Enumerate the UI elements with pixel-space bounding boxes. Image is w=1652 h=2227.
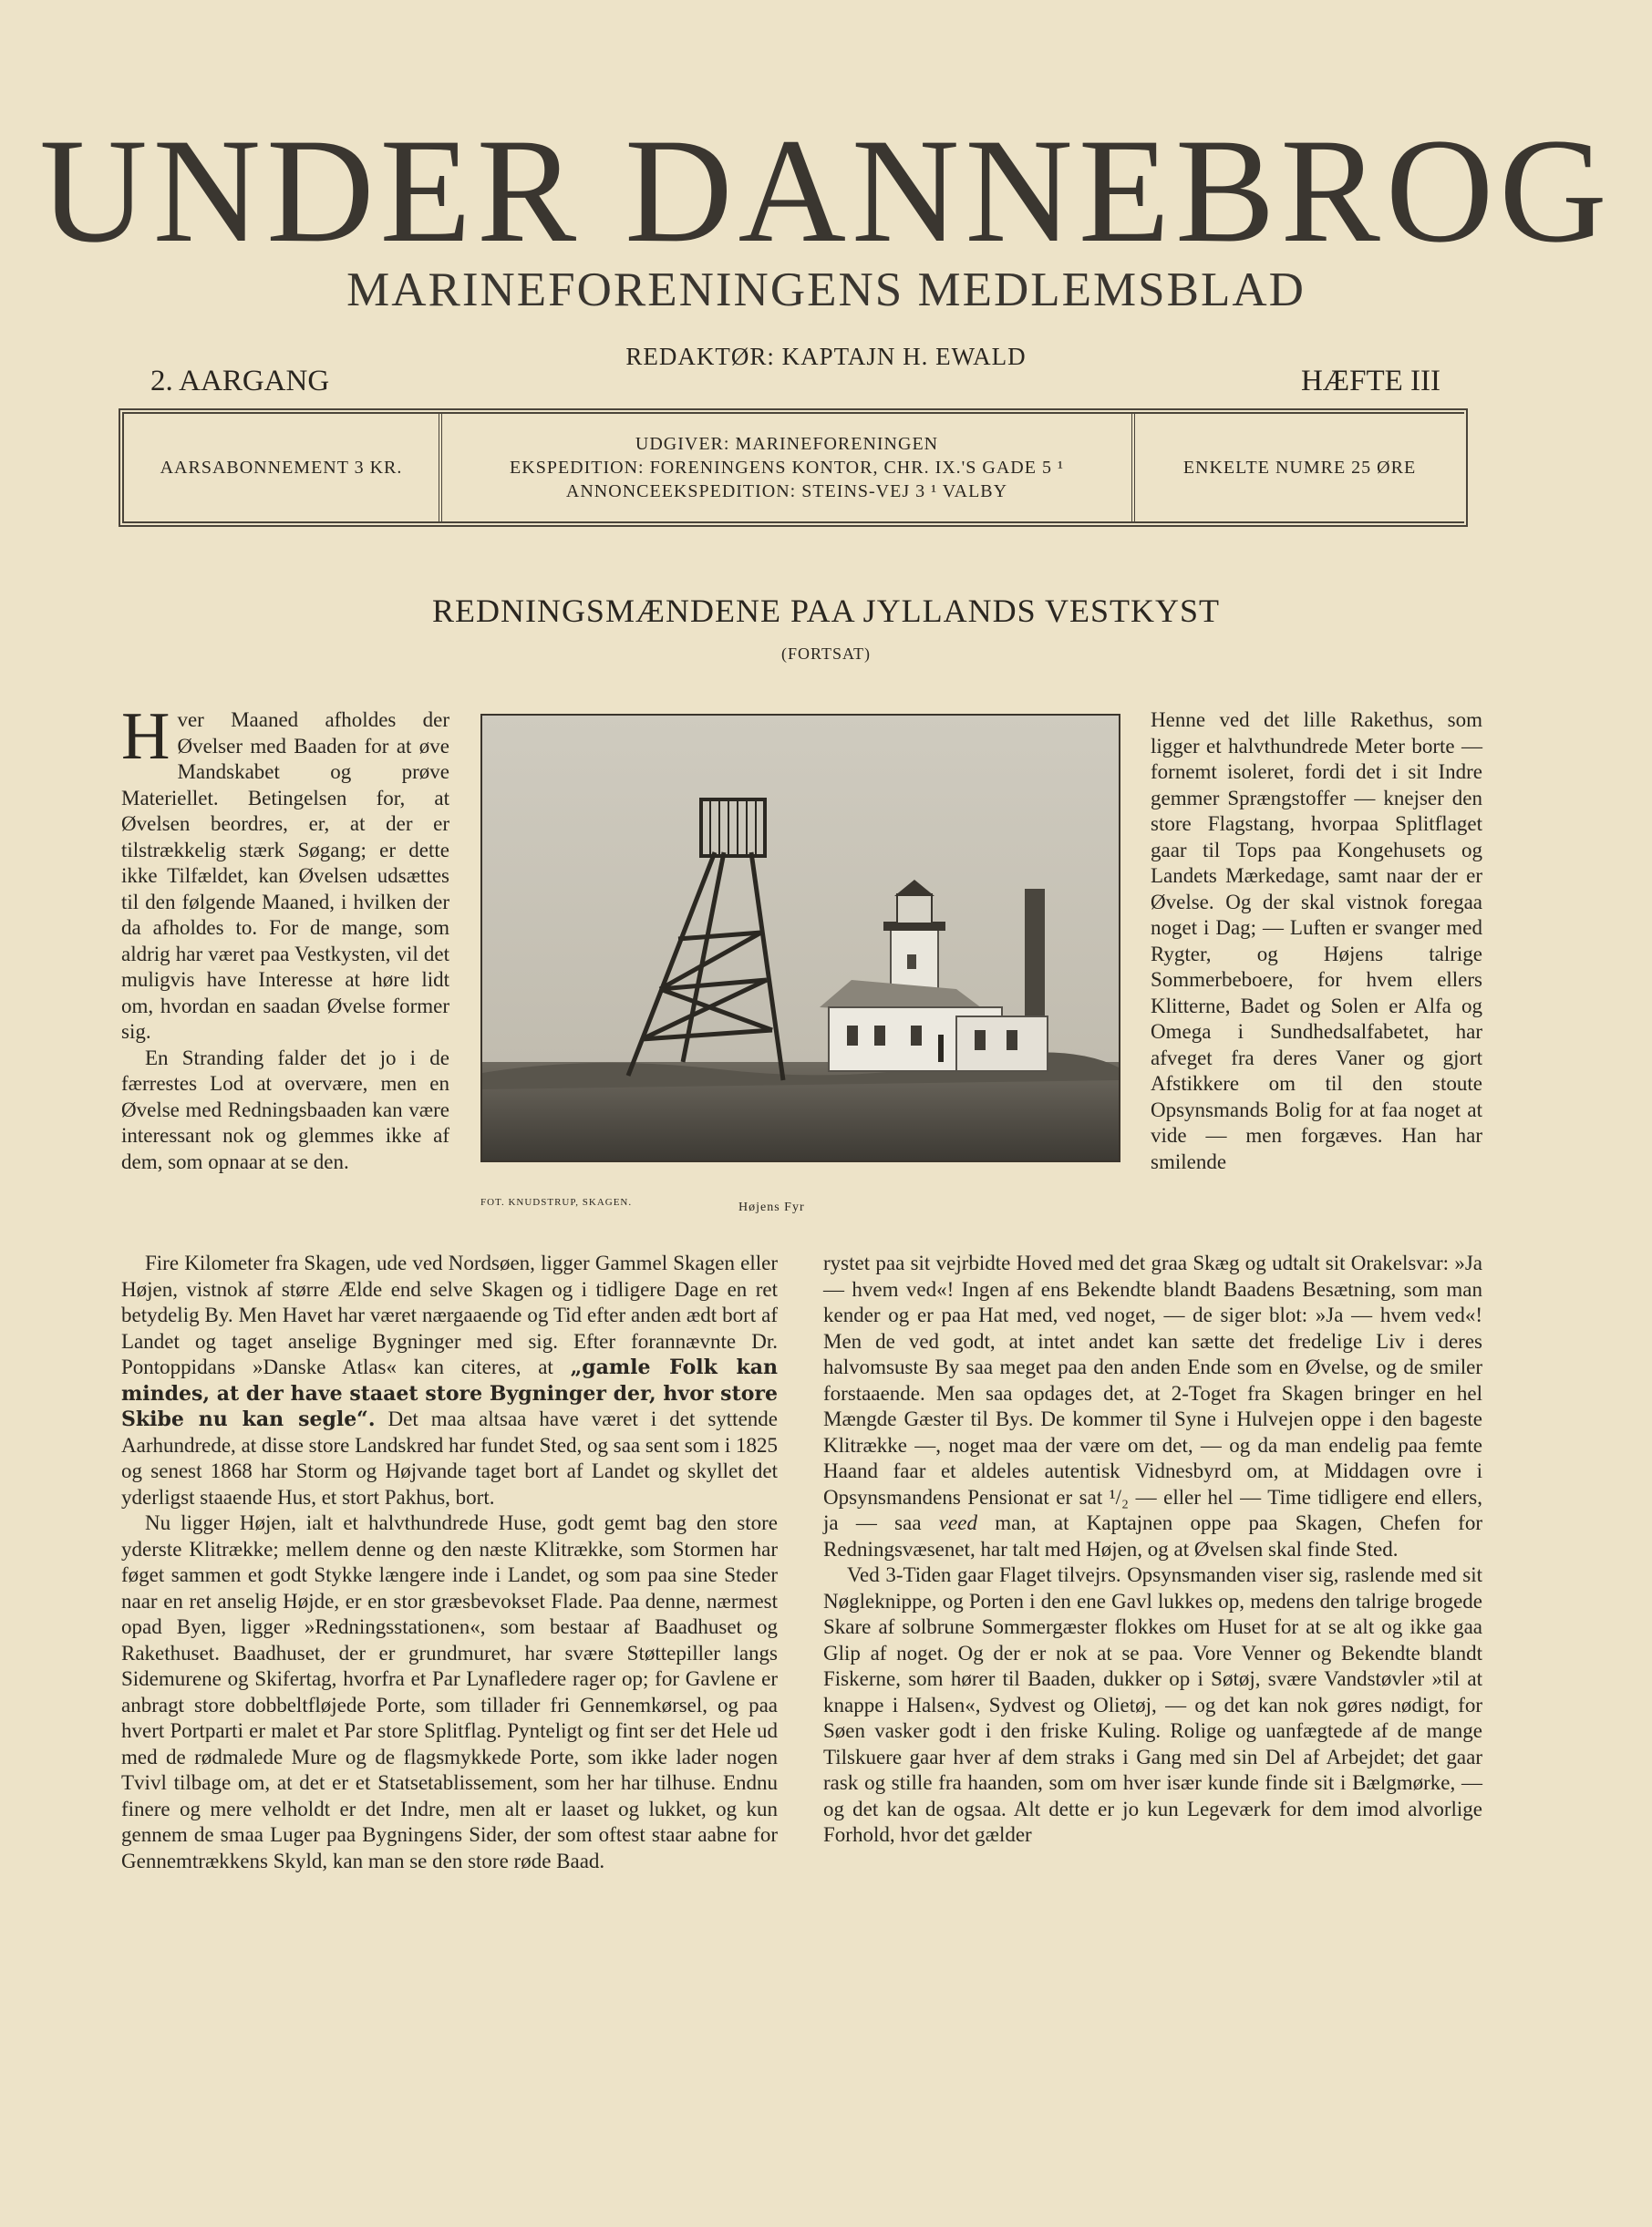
paragraph xyxy=(121,1251,778,1510)
masthead-title: UNDER DANNEBROG xyxy=(39,108,1613,273)
expedition-line: EKSPEDITION: FORENINGENS KONTOR, CHR. IX.'S GADE 5 ¹ xyxy=(510,458,1064,478)
publisher-info xyxy=(442,414,1135,521)
editor-line: REDAKTØR: KAPTAJN H. EWALD xyxy=(625,343,1027,370)
fraktur-quote: „gamle Folk kan mindes, at der have staaet store Bygninger der, hvor store Skibe nu kan segle“. xyxy=(121,1356,778,1431)
column-right-bottom xyxy=(823,1251,1482,1849)
italic-word: veed xyxy=(938,1511,977,1534)
column-left-top xyxy=(121,699,449,1175)
volume-label: 2. AARGANG xyxy=(150,365,330,397)
lighthouse-photo xyxy=(480,714,1120,1162)
article-title: REDNINGSMÆNDENE PAA JYLLANDS VESTKYST xyxy=(431,593,1221,629)
drop-cap: H xyxy=(121,699,170,774)
paragraph xyxy=(823,1251,1482,1562)
fraction: ¹/₂ xyxy=(1109,1485,1130,1509)
single-issue-price xyxy=(1135,414,1464,521)
paragraph: Ved 3-Tiden gaar Flaget tilvejrs. Opsynsmanden viser sig, raslende med sit Nøgleknippe, og Porten i den ene Gavl lukkes op, medens den talrige brogede Skare af solbrune Sommergæster flokkes om Huset for at se alt og ikke gaa Glip af noget. Og der er nok at se paa. Vore Venner og Bekendte blandt Fiskerne, som hører til Baaden, dukker op i Søtøj, svære Vandstøvler »til at knappe i Halsen«, Sydvest og Olietøj, — og det kan nok gøres nødigt, for Søen vasker godt i den friske Kuling. Rolige og uanfægtede af de mange Tilskuere gaar hver af dem straks i Gang med sin Del af Arbejdet; det gaar rask og stille fra haanden, som om hver især kunde finde sit i Bælgmørke, — og det kan de ogsaa. Alt dette er jo kun Legeværk for dem imod alvorlige Forhold, hvor det gælder xyxy=(823,1563,1482,1846)
issue-label: HÆFTE III xyxy=(1300,365,1440,397)
paragraph-text: Fire Kilometer fra Skagen, ude ved Nordsøen, ligger Gammel Skagen eller Højen, vistnok af større Ælde end selve Skagen og i tidligere Dage en ret betydelig By. Men Havet har været nærgaaende og Tid efter anden ædt bort af Landet og taget anselige Bygninger med sig. Efter forannævnte Dr. Pontoppidans »Danske Atlas« kan citeres, at xyxy=(121,1252,778,1378)
paragraph: Nu ligger Højen, ialt et halvthundrede Huse, godt gemt bag den store yderste Klitrække; mellem denne og den næste Klitrække, som Stormen har føget sammen et godt Stykke længere inde i Landet, og som paa sine Steder naar en ret anselig Højde, er en stor græsbevokset Flade. Paa denne, nærmest opad Byen, ligger »Redningsstationen«, som bestaar af Baadhuset og Rakethuset. Baadhuset, der er grundmuret, har svære Støttepiller langs Sidemurene og Skifertag, hvorfra et Par Lynafledere rager op; for Gavlene er anbragt store dobbeltfløjede Porte, som tillader fri Gennemkørsel, og paa hvert Portparti er malet et Par store Splitflag. Pynteligt og fint ser det Hele ud med de rødmalede Mure og de flagsmykkede Porte, som ikke lader nogen Tvivl tilbage om, at det er et Statsetablissement, som her har tilhuse. Endnu finere og mere velholdt er det Indre, men alt er laaset og lukket, og kun gennem de smaa Luger paa Bygningens Sider, der som oftest staar aabne for Gennemtrækkens Skyld, kan man se den store røde Baad. xyxy=(121,1511,778,1872)
paragraph: En Stranding falder det jo i de færrestes Lod at overvære, men en Øvelse med Redningsbaaden kan være interessant nok og glemmes ikke af dem, som opnaar at se den. xyxy=(121,1046,449,1173)
advert-line: ANNONCEEKSPEDITION: STEINS-VEJ 3 ¹ VALBY xyxy=(565,481,1008,501)
article-subtitle: (FORTSAT) xyxy=(781,644,871,663)
photo-caption: Højens Fyr xyxy=(738,1201,805,1214)
paragraph-text: Det maa altsaa have været i det syttende Aarhundrede, at disse store Landskred har fundet Sted, og saa sent som i 1825 og senest 1868 har Storm og Højvande taget bort af Landet og skyllet det yderligst staaende Hus, et stort Pakhus, bort. xyxy=(121,1407,778,1509)
subscription-price xyxy=(124,414,442,521)
column-left-bottom xyxy=(121,1251,778,1874)
paragraph-text: ver Maaned afholdes der Øvelser med Baaden for at øve Mandskabet og prøve Materiellet. Betingelsen for, at Øvelsen beordres, er, at der er tilstrækkelig stærk Søgang; er dette ikke Tilfældet, kan Øvelsen udsættes til den følgende Maaned, i hvilken der da afholdes to. For de mange, som aldrig har været paa Vestkysten, vil det muligvis have Interesse at høre lidt om, hvordan en saadan Øvelse former sig. xyxy=(121,708,449,1043)
paragraph-text: man, at Kaptajnen oppe paa Skagen, Chefen for Redningsvæsenet, har talt med Højen, og at Øvelsen skal finde Sted. xyxy=(823,1511,1482,1561)
publisher-line: UDGIVER: MARINEFORENINGEN xyxy=(635,434,939,454)
photo-credit: FOT. KNUDSTRUP, SKAGEN. xyxy=(480,1197,633,1208)
column-right-top xyxy=(1151,707,1482,1175)
paragraph-text: — eller hel — Time tidligere end ellers, ja — saa xyxy=(823,1485,1482,1534)
paragraph xyxy=(121,699,449,1046)
single-issue-price-text: ENKELTE NUMRE 25 ØRE xyxy=(1182,458,1417,478)
publication-info-box xyxy=(119,408,1468,527)
subscription-price-text: AARSABONNEMENT 3 KR. xyxy=(160,458,403,478)
paragraph-text: rystet paa sit vejrbidte Hoved med det graa Skæg og udtalt sit Orakelsvar: »Ja — hvem ved«! Ingen af ens Bekendte blandt Baadens Besætning, som man kender og er paa Hat med, ved noget, — de siger blot: »Ja — hvem ved«! Men de ved godt, at intet andet kan sætte det fredelige Liv i deres halvomsuste By saa meget paa den anden Ende som en Øvelse, og de smiler forstaaende. Men saa opdages det, at 2-Toget fra Skagen bringer en hel Mængde Gæster til Bys. De kommer til Syne i Hulvejen oppe i den bageste Klitrække —, noget maa der være om det, — og da man endelig paa femte Haand faar et aldeles autentisk Vidnesbyrd om, at Middagen ovre i Opsynsmandens Pensionat er sat xyxy=(823,1252,1482,1509)
paragraph: Henne ved det lille Rakethus, som ligger et halvthundrede Meter borte — fornemt isoleret, fordi det i sit Indre gemmer Sprængstoffer — knejser den store Flagstang, hvorpaa Splitflaget gaar til Tops paa Kongehusets og Landets Mærkedage, samt naar der er Øvelse. Og der skal vistnok foregaa noget i Dag; — Luften er svanger med Rygter, og Højens talrige Sommerbeboere, for hvem ellers Klitterne, Badet og Solen er Alfa og Omega i Sundhedsalfabetet, har afveget fra deres Vaner og gjort Afstikkere om til den stoute Opsynsmands Bolig for at faa noget at vide — men forgæves. Han har smilende xyxy=(1151,708,1482,1173)
masthead-subtitle: MARINEFORENINGENS MEDLEMSBLAD xyxy=(346,263,1306,316)
